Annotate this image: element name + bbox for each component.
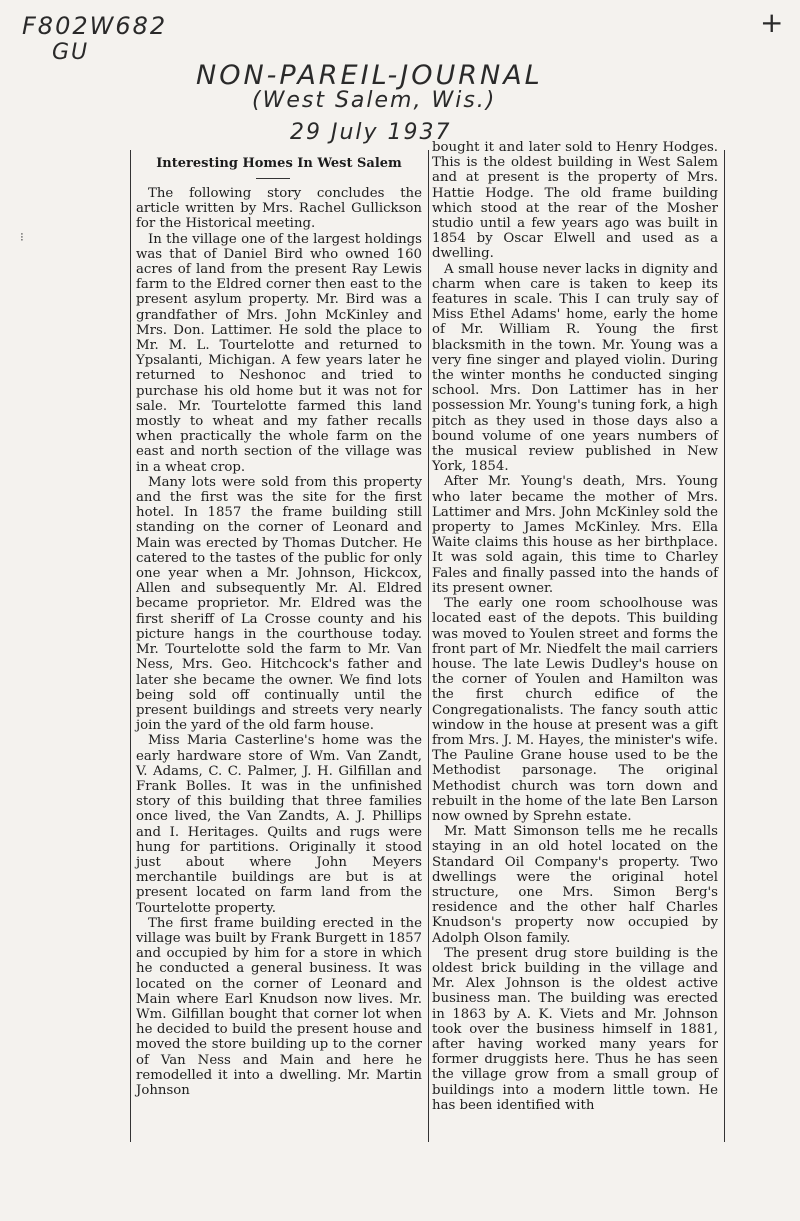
article-paragraph: After Mr. Young's death, Mrs. Young who later became the mother of Mrs. Lattimer and Mrs. John McKinley sold the property to James McKinley. Mrs. Ella Waite claims this house as her birthplace. It was sold again, this time to Charley Fales and finally passed into the hands of its present owner. [432, 474, 718, 596]
article-paragraph: The present drug store building is the oldest brick building in the village and Mr. Alex Johnson is the oldest active business man. The building was erected in 1863 by A. K. Viets and Mr. Johnson took over the business himself in 1881, after having worked many years for former druggists here. Thus he has seen the village grow from a small group of buildings into a modern little town. He has been identified with [432, 945, 718, 1113]
file-code-suffix-handwritten: GU [52, 40, 90, 65]
article-paragraph: The first frame building erected in the village was built by Frank Burgett in 1857 and occupied by him for a store in which he conducted a general business. It was located on the corner of Leonard and Main where Earl Knudson now lives. Mr. Wm. Gilfillan bought that corner lot when he decided to build the present house and moved the store building up to the corner of Van Ness and Main and here he remodelled it into a dwelling. Mr. Martin Johnson [136, 915, 422, 1098]
publication-name-handwritten: NON-PAREIL-JOURNAL [196, 60, 543, 91]
column-rule-right [724, 150, 725, 1142]
article-paragraph: Many lots were sold from this property and the first was the site for the first hotel. In 1857 the frame building still standing on the corner of Leonard and Main was erected by Thomas Dutcher. He catered to the tastes of the public for only one year when a Mr. Johnson, Hickcox, Allen and subsequently Mr. Al. Eldred became proprietor. Mr. Eldred was the first sheriff of La Crosse county and his picture hangs in the courthouse today. Mr. Tourtelotte sold the farm to Mr. Van Ness, Mrs. Geo. Hitchcock's father and later she became the owner. We find lots being sold off continually until the present buildings and streets very nearly join the yard of the old farm house. [136, 474, 422, 734]
article-paragraph: The following story concludes the article written by Mrs. Rachel Gullickson for the Historical meeting. [136, 186, 422, 232]
corner-plus-mark: + [760, 6, 786, 39]
headline-underline [256, 178, 290, 179]
article-paragraph: Miss Maria Casterline's home was the early hardware store of Wm. Van Zandt, V. Adams, C. C. Palmer, J. H. Gilfillan and Frank Bolles. It was in the unfinished story of this building that three families once lived, the Van Zandts, A. J. Phillips and I. Heritages. Quilts and rugs were hung for partitions. Originally it stood just about where John Meyers merchantile buildings are but is at present located on farm land from the Tourtelotte property. [136, 733, 422, 916]
article-paragraph: A small house never lacks in dignity and charm when care is taken to keep its features in scale. This I can truly say of Miss Ethel Adams' home, early the home of Mr. William R. Young the first blacksmith in the town. Mr. Young was a very fine singer and played violin. During the winter months he conducted singing school. Mrs. Don Lattimer has in her possession Mr. Young's tuning fork, a high pitch as they used in those days also a bound volume of one years numbers of the musical review published in New York, 1854. [432, 261, 718, 475]
article-paragraph: Mr. Matt Simonson tells me he recalls staying in an old hotel located on the Standard Oil Company's property. Two dwellings were the original hotel structure, one Mrs. Simon Berg's residence and the other half Charles Knudson's property now occupied by Adolph Olson family. [432, 824, 718, 946]
article-column-left [136, 186, 422, 1098]
column-rule-middle [428, 150, 429, 1142]
article-paragraph: In the village one of the largest holdings was that of Daniel Bird who owned 160 acres of land from the present Ray Lewis farm to the Eldred corner then east to the present asylum property. Mr. Bird was a grandfather of Mrs. John McKinley and Mrs. Don. Lattimer. He sold the place to Mr. M. L. Tourtelotte and returned to Ypsalanti, Michigan. A few years later he returned to Neshonoc and tried to purchase his old home but it was not for sale. Mr. Tourtelotte farmed this land mostly to wheat and my father recalls when practically the whole farm on the east and north section of the village was in a wheat crop. [136, 231, 422, 475]
article-headline: Interesting Homes In West Salem [156, 156, 402, 171]
article-paragraph: bought it and later sold to Henry Hodges. This is the oldest building in West Salem and at present is the property of Mrs. Hattie Hodge. The old frame building which stood at the rear of the Mosher studio until a few years ago was built in 1854 by Oscar Elwell and used as a dwelling. [432, 140, 718, 262]
article-column-right [432, 140, 718, 1113]
publication-date-handwritten: 29 July 1937 [290, 120, 452, 145]
article-paragraph: The early one room schoolhouse was located east of the depots. This building was moved to Youlen street and forms the front part of Mr. Niedfelt the mail carriers house. The late Lewis Dudley's house on the corner of Youlen and Hamilton was the first church edifice of the Congregationalists. The fancy south attic window in the house at present was a gift from Mrs. J. M. Hayes, the minister's wife. The Pauline Grane house used to be the Methodist parsonage. The original Methodist church was torn down and rebuilt in the home of the late Ben Larson now owned by Sprehn estate. [432, 596, 718, 824]
publication-place-handwritten: (West Salem, Wis.) [252, 88, 497, 113]
file-code-handwritten: F802W682 [22, 12, 168, 40]
column-rule-left [130, 150, 131, 1142]
margin-ink-speck: ⁝ [20, 230, 24, 244]
